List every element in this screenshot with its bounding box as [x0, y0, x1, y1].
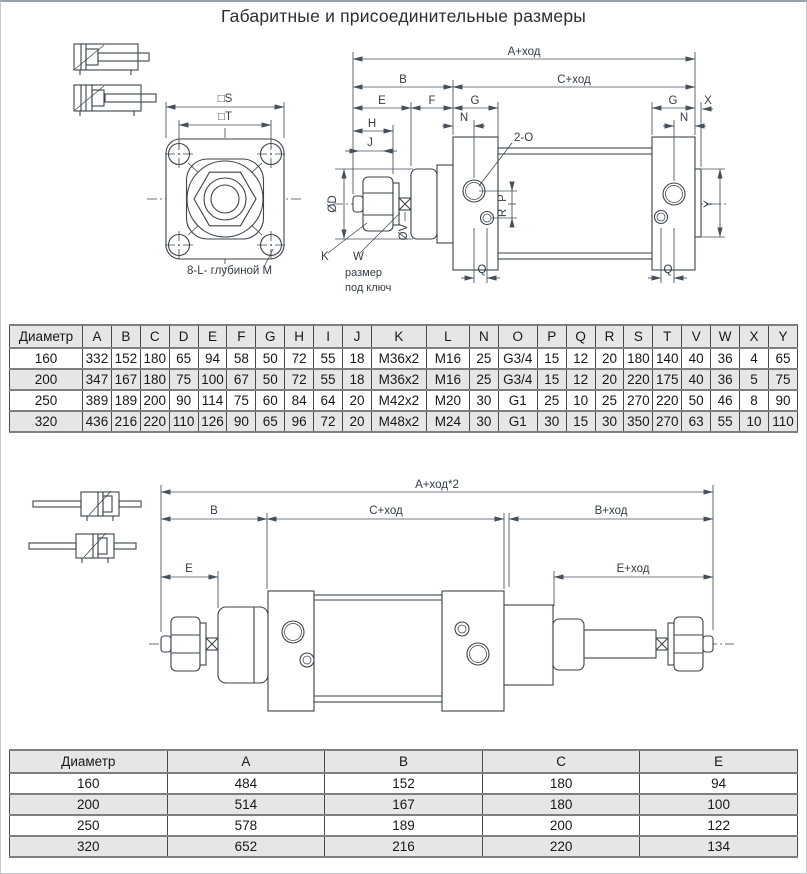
table-cell: 75 [227, 390, 256, 411]
dimensions-table-single-rod [9, 324, 798, 433]
table-cell: M48x2 [371, 411, 426, 432]
table-cell: 216 [111, 411, 140, 432]
table-cell: 134 [640, 836, 798, 857]
table-cell: 250 [10, 390, 83, 411]
column-header: P [537, 325, 566, 348]
table-cell: 180 [482, 794, 640, 815]
dim-label-q-right: Q [663, 264, 673, 276]
table-cell: 160 [10, 773, 168, 794]
rod-tip-right [703, 636, 713, 652]
table-cell: 18 [343, 369, 372, 390]
dim-label-r: R [497, 208, 509, 218]
rod-washer-right [668, 623, 674, 665]
table-cell: 200 [10, 794, 168, 815]
column-header: C [482, 750, 640, 773]
rod-nut [363, 177, 393, 231]
dim-label-f: F [428, 95, 436, 107]
rod-nut-right [674, 617, 703, 671]
table-cell: 220 [653, 390, 682, 411]
column-header: E [640, 750, 798, 773]
column-header: Диаметр [10, 325, 83, 348]
table-cell: 122 [640, 815, 798, 836]
dim-label-e: E [378, 95, 386, 107]
dim-label-ports: 2-O [514, 132, 534, 144]
table-cell: 40 [682, 348, 711, 369]
pneumatic-symbol-double-rod-2 [29, 533, 136, 563]
table-cell: 20 [595, 369, 624, 390]
table-cell: 220 [140, 411, 169, 432]
table-cell: 332 [83, 348, 112, 369]
table-cell: 15 [537, 369, 566, 390]
table-cell: 90 [227, 411, 256, 432]
table-cell: 484 [167, 773, 325, 794]
column-header: Диаметр [10, 750, 168, 773]
table-cell: 55 [314, 369, 343, 390]
front-boss [411, 169, 437, 239]
column-header: L [426, 325, 469, 348]
table-cell: 75 [768, 369, 797, 390]
dim-label-e-stroke: E+ход [616, 563, 650, 575]
rod-section-mark-left [206, 638, 218, 650]
table-cell: 90 [768, 390, 797, 411]
table-cell: G3/4 [498, 348, 537, 369]
table-row [10, 390, 798, 411]
table-cell: 15 [566, 411, 595, 432]
table-cell: 270 [653, 411, 682, 432]
table-cell: 126 [198, 411, 227, 432]
table-cell: 350 [624, 411, 653, 432]
dim-label-ov: ØV [398, 223, 410, 241]
column-header: F [227, 325, 256, 348]
table-cell: 94 [198, 348, 227, 369]
table-cell: 5 [740, 369, 769, 390]
rod-tip [353, 196, 363, 212]
table-cell: 220 [482, 836, 640, 857]
table-cell: 4 [740, 348, 769, 369]
rod-nut-left [171, 617, 200, 671]
table-cell: 167 [111, 369, 140, 390]
rear-boss [553, 619, 584, 670]
column-header: W [711, 325, 740, 348]
table-cell: 72 [285, 369, 314, 390]
column-header: K [371, 325, 426, 348]
table-cell: 30 [469, 390, 498, 411]
column-header: T [653, 325, 682, 348]
table-row [10, 369, 798, 390]
table-cell: 72 [314, 411, 343, 432]
table-cell: 96 [285, 411, 314, 432]
table-cell: 389 [83, 390, 112, 411]
column-header: E [198, 325, 227, 348]
rod-tip-left [161, 636, 171, 652]
dim-label-b: B [210, 505, 218, 517]
front-boss-step [437, 165, 453, 243]
dim-label-h: H [367, 118, 377, 130]
table-cell: 65 [169, 348, 198, 369]
dim-label-y: Y [703, 200, 715, 208]
table-cell: 90 [169, 390, 198, 411]
page-title: Габаритные и присоединительные размеры [220, 6, 587, 26]
pneumatic-symbol-single-rod-2 [74, 85, 156, 116]
dimensions-table-double-rod [9, 749, 798, 858]
table-cell: 12 [566, 369, 595, 390]
rod-section-mark-right [656, 638, 668, 650]
table-row [10, 836, 798, 857]
table-cell: 72 [285, 348, 314, 369]
rod-washer-left [200, 623, 206, 665]
column-header: Y [768, 325, 797, 348]
table-cell: 25 [595, 390, 624, 411]
table-cell: 140 [653, 348, 682, 369]
column-header: X [740, 325, 769, 348]
wrench-size-note-line2: под ключ [345, 282, 392, 294]
table-cell: 18 [343, 348, 372, 369]
table-cell: 180 [140, 369, 169, 390]
table-cell: 110 [169, 411, 198, 432]
cylinder-tube [498, 148, 652, 259]
table-row [10, 411, 798, 432]
table-cell: 75 [169, 369, 198, 390]
table-row [10, 815, 798, 836]
column-header: I [314, 325, 343, 348]
column-header: B [111, 325, 140, 348]
table-cell: 12 [566, 348, 595, 369]
table-cell: 84 [285, 390, 314, 411]
table-cell: 270 [624, 390, 653, 411]
table-cell: 347 [83, 369, 112, 390]
table-cell: M42x2 [371, 390, 426, 411]
table-cell: 175 [653, 369, 682, 390]
table-cell: 25 [537, 390, 566, 411]
column-header: A [83, 325, 112, 348]
column-header: J [343, 325, 372, 348]
dim-label-n-left: N [459, 112, 469, 124]
table-cell: 36 [711, 348, 740, 369]
dim-label-c-stroke: C+ход [557, 74, 591, 86]
cylinder-tube [314, 595, 442, 702]
column-header: N [469, 325, 498, 348]
table-cell: 25 [469, 369, 498, 390]
table-cell: M16 [426, 369, 469, 390]
rear-rod [584, 630, 656, 658]
table-cell: 152 [325, 773, 483, 794]
pneumatic-symbol-double-rod-1 [33, 491, 141, 521]
front-boss [218, 607, 268, 683]
column-header: B [325, 750, 483, 773]
dim-label-od: ØD [327, 195, 339, 213]
table-cell: 167 [325, 794, 483, 815]
table-cell: 110 [768, 411, 797, 432]
table-cell: 60 [256, 390, 285, 411]
table-cell: M20 [426, 390, 469, 411]
table-cell: 36 [711, 369, 740, 390]
table-cell: 578 [167, 815, 325, 836]
dim-label-p: P [497, 194, 509, 202]
column-header: S [624, 325, 653, 348]
table-cell: 100 [198, 369, 227, 390]
dim-label-square-t: □T [218, 111, 232, 123]
dim-label-n-right: N [679, 112, 689, 124]
table-cell: 250 [10, 815, 168, 836]
table-cell: 216 [325, 836, 483, 857]
table-cell: 58 [227, 348, 256, 369]
column-header: O [498, 325, 537, 348]
rear-boss [695, 169, 701, 237]
dim-label-b-stroke: B+ход [594, 505, 628, 517]
dim-label-q-left: Q [477, 264, 487, 276]
table-cell: 25 [469, 348, 498, 369]
flange-holes-note: 8-L- глубиной M [187, 265, 273, 277]
table-cell: 160 [10, 348, 83, 369]
table-cell: M24 [426, 411, 469, 432]
table-cell: G1 [498, 411, 537, 432]
table-cell: G1 [498, 390, 537, 411]
column-header: Q [566, 325, 595, 348]
table-cell: 189 [111, 390, 140, 411]
table-cell: 64 [314, 390, 343, 411]
table-cell: 50 [256, 369, 285, 390]
table-cell: 200 [482, 815, 640, 836]
dim-label-c-stroke: C+ход [369, 505, 403, 517]
table-cell: M16 [426, 348, 469, 369]
dimension-drawing-single-rod [1, 30, 807, 324]
dim-label-e: E [185, 563, 193, 575]
double-rod-cylinder-body [149, 591, 734, 711]
table-cell: 200 [10, 369, 83, 390]
table-cell: 30 [537, 411, 566, 432]
dim-label-g-left: G [470, 95, 480, 107]
table-cell: G3/4 [498, 369, 537, 390]
table-cell: 200 [140, 390, 169, 411]
table-cell: 67 [227, 369, 256, 390]
table-cell: 180 [482, 773, 640, 794]
table-cell: 65 [256, 411, 285, 432]
table-cell: 180 [140, 348, 169, 369]
rear-collar [504, 605, 553, 685]
table-cell: 94 [640, 773, 798, 794]
rod-section-mark [399, 198, 411, 210]
table-cell: 320 [10, 836, 168, 857]
table-cell: 152 [111, 348, 140, 369]
dimension-drawing-double-rod [1, 450, 807, 742]
dim-label-square-s: □S [217, 93, 233, 105]
dim-label-a-stroke-x2: A+ход*2 [415, 479, 459, 491]
dim-label-k: K [321, 251, 329, 263]
dim-label-j: J [367, 137, 373, 149]
table-cell: M36x2 [371, 348, 426, 369]
table-row [10, 794, 798, 815]
table-cell: M36x2 [371, 369, 426, 390]
table-cell: 10 [740, 411, 769, 432]
table-cell: 189 [325, 815, 483, 836]
dim-label-a-stroke: A+ход [507, 46, 541, 58]
table-cell: 20 [595, 348, 624, 369]
column-header: D [169, 325, 198, 348]
table-cell: 220 [624, 369, 653, 390]
table-cell: 436 [83, 411, 112, 432]
table-cell: 20 [343, 411, 372, 432]
column-header: C [140, 325, 169, 348]
table-cell: 180 [624, 348, 653, 369]
front-end-cap [268, 591, 314, 711]
header-row [10, 750, 798, 773]
column-header: V [682, 325, 711, 348]
cylinder-side-view [333, 137, 729, 270]
table-cell: 8 [740, 390, 769, 411]
table-cell: 30 [469, 411, 498, 432]
header-row [10, 325, 798, 348]
table-cell: 10 [566, 390, 595, 411]
dim-label-x: X [704, 95, 712, 107]
table-cell: 55 [314, 348, 343, 369]
column-header: H [285, 325, 314, 348]
table-cell: 30 [595, 411, 624, 432]
table-cell: 46 [711, 390, 740, 411]
table-cell: 63 [682, 411, 711, 432]
table-cell: 50 [256, 348, 285, 369]
table-cell: 320 [10, 411, 83, 432]
table-cell: 514 [167, 794, 325, 815]
column-header: R [595, 325, 624, 348]
column-header: G [256, 325, 285, 348]
table-cell: 40 [682, 369, 711, 390]
flange-front-view [147, 93, 302, 277]
table-row [10, 348, 798, 369]
table-cell: 652 [167, 836, 325, 857]
front-end-cap [453, 137, 498, 270]
dim-label-w: W [353, 251, 364, 263]
column-header: A [167, 750, 325, 773]
pneumatic-symbol-single-rod-1 [74, 44, 149, 75]
table-cell: 100 [640, 794, 798, 815]
table-cell: 50 [682, 390, 711, 411]
wrench-size-note-line1: размер [345, 267, 382, 279]
dim-label-b: B [399, 74, 407, 86]
dim-label-g-right: G [668, 95, 678, 107]
table-cell: 114 [198, 390, 227, 411]
table-cell: 20 [343, 390, 372, 411]
table-cell: 15 [537, 348, 566, 369]
table-cell: 55 [711, 411, 740, 432]
table-row [10, 773, 798, 794]
table-cell: 65 [768, 348, 797, 369]
